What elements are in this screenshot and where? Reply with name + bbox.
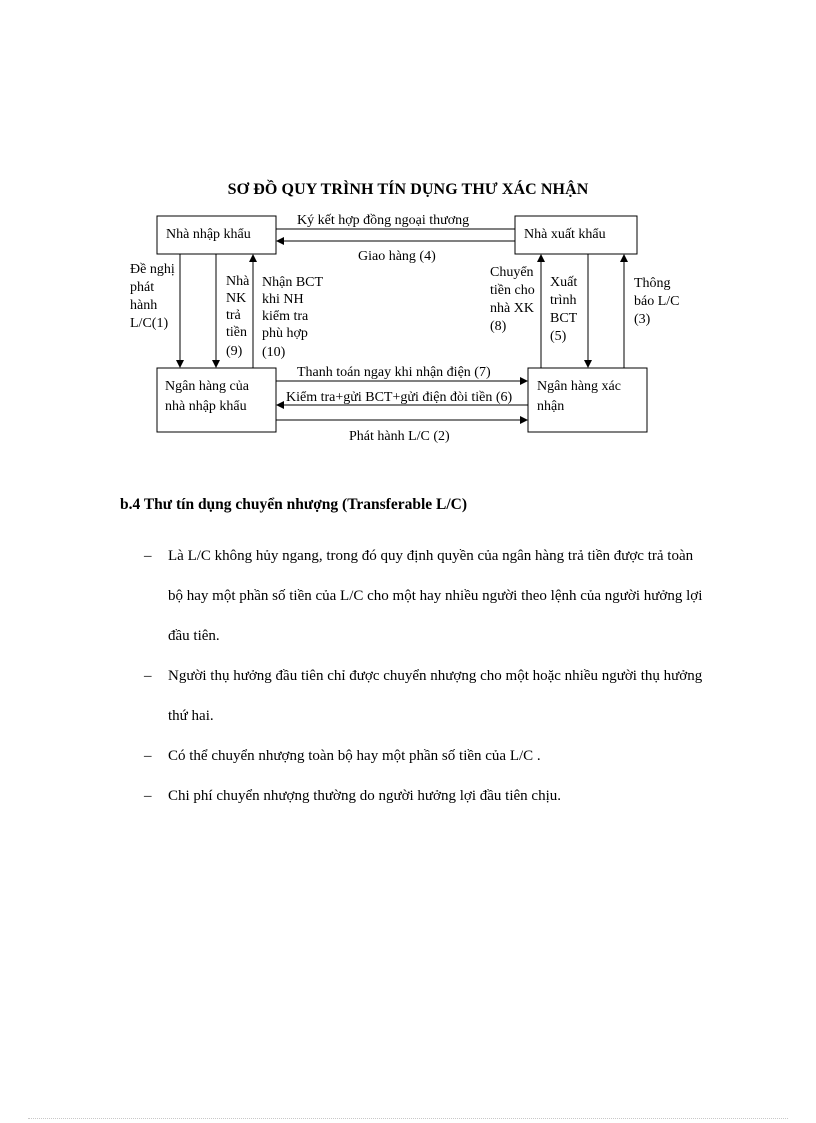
advise-lc-label-1: Thông — [634, 276, 671, 291]
contract-label: Ký kết hợp đồng ngoại thương — [297, 213, 470, 228]
transfer-money-label-3: nhà XK — [490, 301, 534, 316]
receive-docs-label-1: Nhận BCT — [262, 275, 324, 290]
bullet-list — [144, 536, 704, 816]
confirming-bank-label-2: nhận — [537, 399, 565, 414]
page-bottom-rule — [28, 1118, 788, 1119]
dash-marker: – — [144, 748, 152, 764]
exporter-label: Nhà xuất khẩu — [524, 227, 606, 242]
pay-on-receipt-label: Thanh toán ngay khi nhận điện (7) — [297, 365, 491, 380]
list-item — [144, 736, 704, 776]
delivery-label: Giao hàng (4) — [358, 249, 436, 264]
list-item-text: Người thụ hưởng đầu tiên chỉ được chuyển nhượng cho một hoặc nhiều người thụ hưởng thứ hai. — [168, 668, 703, 724]
section-heading: b.4 Thư tín dụng chuyển nhượng (Transferable L/C) — [120, 496, 468, 513]
dash-marker: – — [144, 788, 152, 804]
list-item — [144, 536, 704, 656]
request-issue-label-2: phát — [130, 280, 155, 295]
transfer-money-label-2: tiền cho — [490, 283, 535, 298]
importer-pays-label-5: (9) — [226, 344, 243, 359]
request-issue-label-1: Đề nghị — [130, 262, 175, 277]
receive-docs-label-4: phù hợp — [262, 326, 308, 341]
advise-lc-label-3: (3) — [634, 312, 651, 327]
importer-pays-label-1: Nhà — [226, 274, 250, 289]
advise-lc-label-2: báo L/C — [634, 294, 680, 309]
importer-pays-label-4: tiền — [226, 325, 247, 340]
receive-docs-label-5: (10) — [262, 345, 286, 360]
importer-bank-label-2: nhà nhập khẩu — [165, 399, 247, 414]
importer-label: Nhà nhập khẩu — [166, 227, 251, 242]
importer-pays-label-3: trả — [226, 308, 241, 323]
dash-marker: – — [144, 548, 152, 564]
present-docs-label-1: Xuất — [550, 275, 578, 290]
dash-marker: – — [144, 668, 152, 684]
confirming-bank-label-1: Ngân hàng xác — [537, 379, 621, 394]
list-item-text: Có thể chuyển nhượng toàn bộ hay một phần số tiền của L/C . — [168, 748, 541, 764]
issue-lc-label: Phát hành L/C (2) — [349, 429, 450, 444]
importer-pays-label-2: NK — [226, 291, 247, 306]
transfer-money-label-1: Chuyển — [490, 265, 534, 280]
present-docs-label-4: (5) — [550, 329, 567, 344]
importer-bank-label-1: Ngân hàng của — [165, 379, 249, 394]
present-docs-label-2: trình — [550, 293, 577, 308]
request-issue-label-3: hành — [130, 298, 158, 313]
receive-docs-label-2: khi NH — [262, 292, 304, 307]
present-docs-label-3: BCT — [550, 311, 578, 326]
receive-docs-label-3: kiểm tra — [262, 309, 309, 324]
list-item-text: Chi phí chuyển nhượng thường do người hưởng lợi đầu tiên chịu. — [168, 788, 561, 804]
check-send-docs-label: Kiểm tra+gửi BCT+gửi điện đòi tiền (6) — [286, 390, 513, 405]
list-item — [144, 776, 704, 816]
request-issue-label-4: L/C(1) — [130, 316, 169, 331]
diagram-title: SƠ ĐỒ QUY TRÌNH TÍN DỤNG THƯ XÁC NHẬN — [227, 181, 589, 198]
transfer-money-label-4: (8) — [490, 319, 507, 334]
list-item — [144, 656, 704, 736]
list-item-text: Là L/C không hủy ngang, trong đó quy định quyền của ngân hàng trả tiền được trả toàn bộ hay một phần số tiền của L/C cho một hay nhiều người theo lệnh của người hưởng lợi đầu tiên. — [168, 548, 703, 644]
